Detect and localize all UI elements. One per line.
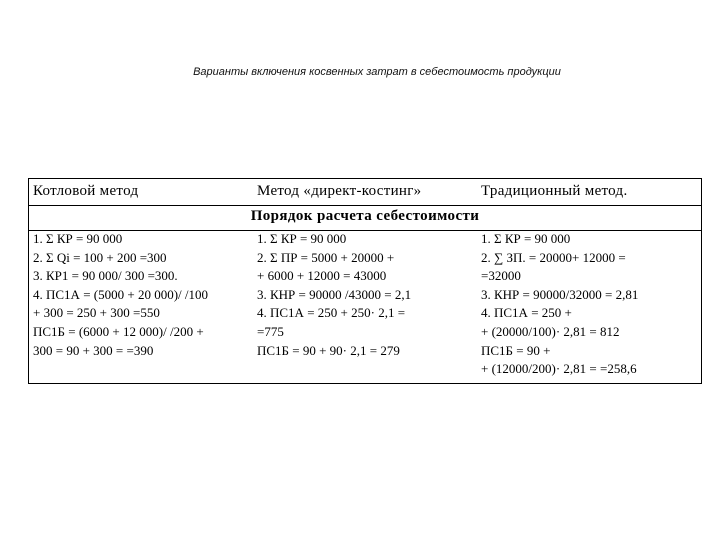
header-traditional-method: Традиционный метод. (481, 183, 628, 199)
calc-line: ПС1Б = 90 + 90· 2,1 = 279 (257, 342, 400, 358)
table-header-row (29, 179, 701, 206)
calc-line: 3. КНР = 90000 /43000 = 2,1 (257, 286, 412, 302)
calc-line: 300 = 90 + 300 = =390 (33, 342, 154, 358)
calc-line: 3. КР1 = 90 000/ 300 =300. (33, 268, 178, 284)
calc-line: ПС1Б = (6000 + 12 000)/ /200 + (33, 323, 204, 339)
methods-table (28, 178, 702, 384)
calc-line: 2. Σ ПР = 5000 + 20000 + (257, 249, 395, 265)
calc-line: + (12000/200)· 2,81 = =258,6 (481, 361, 637, 377)
calc-line: 4. ПС1А = (5000 + 20 000)/ /100 (33, 286, 208, 302)
header-direct-costing: Метод «директ-костинг» (257, 183, 422, 199)
calc-line: 1. Σ КР = 90 000 (481, 231, 571, 246)
calc-line: =775 (257, 323, 284, 339)
calc-line: 4. ПС1А = 250 + 250· 2,1 = (257, 305, 406, 321)
calc-line: 2. Σ Qi = 100 + 200 =300 (33, 249, 167, 265)
calc-line: =32000 (481, 268, 521, 284)
table-subheader-row (29, 205, 701, 231)
column-boiler-method (33, 230, 208, 360)
calc-line: + 6000 + 12000 = 43000 (257, 268, 387, 284)
calc-line: + 300 = 250 + 300 =550 (33, 305, 160, 321)
calc-line: ПС1Б = 90 + (481, 342, 551, 358)
calc-line: 1. Σ КР = 90 000 (257, 231, 347, 246)
header-boiler-method: Котловой метод (33, 183, 139, 199)
page-title: Варианты включения косвенных затрат в себестоимость продукции (193, 66, 561, 78)
calc-line: 2. ∑ ЗП. = 20000+ 12000 = (481, 249, 626, 265)
calc-line: 4. ПС1А = 250 + (481, 305, 572, 321)
calc-line: 1. Σ КР = 90 000 (33, 231, 123, 246)
column-direct-costing (257, 230, 411, 360)
column-traditional-method (481, 230, 638, 379)
calc-line: + (20000/100)· 2,81 = 812 (481, 323, 620, 339)
calc-line: 3. КНР = 90000/32000 = 2,81 (481, 286, 639, 302)
subheader-calculation-order: Порядок расчета себестоимости (250, 208, 480, 224)
